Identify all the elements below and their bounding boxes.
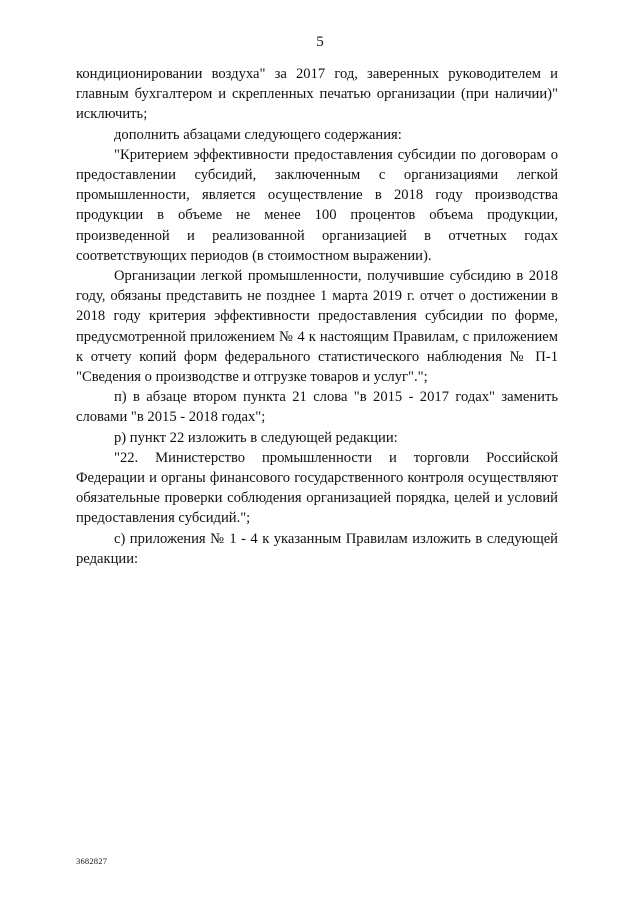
paragraph-item-p: п) в абзаце втором пункта 21 слова "в 2015 - 2017 годах" заменить словами "в 2015 - 2018 годах";: [76, 389, 558, 426]
paragraph-continuation: кондиционировании воздуха" за 2017 год, заверенных руководителем и главным бухгалтером и скрепленных печатью организации (при наличии)" исключить;: [76, 66, 558, 123]
paragraph-efficiency-criterion: "Критерием эффективности предоставления субсидии по договорам о предоставлении субсидий, заключенным с организациями легкой промышленности, является осуществление в 2018 году производства продукции в объеме не менее 100 процентов объема продукции, произведенной и реализованной организацией в отчетных годах соответствующих периодов (в стоимостном выражении).: [76, 146, 558, 264]
document-id: 3682827: [76, 856, 108, 866]
paragraph-point-22: "22. Министерство промышленности и торговли Российской Федерации и органы финансового государственного контроля осуществляют обязательные проверки соблюдения организацией порядка, целей и условий предоставления субсидий.";: [76, 449, 558, 527]
paragraph-item-s: с) приложения № 1 - 4 к указанным Правилам изложить в следующей редакции:: [76, 530, 558, 567]
paragraph-report-obligation: Организации легкой промышленности, получившие субсидию в 2018 году, обязаны представить не позднее 1 марта 2019 г. отчет о достижении в 2018 году критерия эффективности предоставления субсидии по форме, предусмотренной приложением № 4 к настоящим Правилам, с приложением к отчету копий форм федерального статистического наблюдения № П-1 "Сведения о производстве и отгрузке товаров и услуг".";: [76, 268, 558, 386]
paragraph-item-r: р) пункт 22 изложить в следующей редакции:: [114, 429, 398, 446]
paragraph-amendment-intro: дополнить абзацами следующего содержания:: [114, 126, 402, 143]
document-body: [76, 64, 558, 569]
page-number: 5: [316, 34, 324, 50]
